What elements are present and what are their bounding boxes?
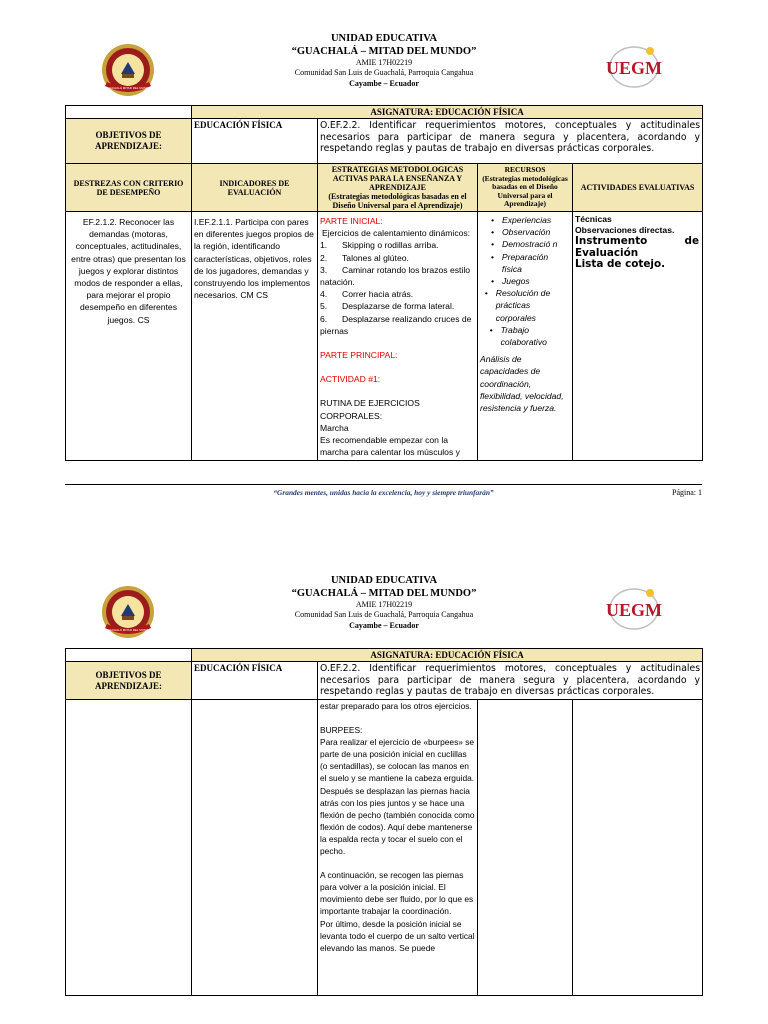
burpees-title: BURPEES: [320,725,363,736]
recurso-item [480,226,570,238]
indicador-cell: I.EF.2.1.1. Participa con pares en diferentes juegos propios de la región, identificando características, objetivos, roles de los jugadores, demandas y construyendo los implementos necesarios. CM CS [192,212,318,461]
objetivos-label: OBJETIVOS DE APRENDIZAJE: [66,662,192,700]
header-city: Cayambe – Ecuador [349,79,419,88]
burpees-step3: A continuación, se recogen las piernas para volver a la posición inicial. El movimiento debe ser fluido, por lo que es importante trabajar la coordinación. [320,870,474,917]
actividades-cell-empty [573,700,703,996]
header-amie: AMIE 17H02219 [355,600,413,609]
destreza-cell-empty [66,700,192,996]
planning-table [65,105,703,461]
ejercicio-number: 3. [320,264,328,275]
recurso-item [480,214,570,226]
instrumento-label: Instrumento de Evaluación [575,235,699,259]
ejercicio-item [320,313,475,337]
ejercicio-text: Correr hacia atrás. [342,289,414,300]
recurso-item [480,251,570,275]
recurso-item [480,275,570,287]
crest-ribbon-text: GUACHALÁ MITAD DEL MUNDO [105,628,151,632]
objetivos-label: OBJETIVOS DE APRENDIZAJE: [66,119,192,164]
footer-slogan: “Grandes mentes, unidas hacia la excelencia, hoy y siempre triunfarán” [273,488,494,497]
ejercicio-number: 1. [320,240,328,251]
planning-table-continued [65,648,703,996]
header-recursos-title: RECURSOS [504,165,546,175]
ejercicio-number: 4. [320,289,328,300]
uegm-logo-text: UEGM [606,58,662,78]
bullet-icon: • [490,251,494,262]
estrategias-cell-continued [318,700,478,996]
parte-inicial-label: PARTE INICIAL: [320,216,383,226]
ejercicio-text: Caminar rotando los brazos estilo natación. [320,264,471,288]
actividad1-label: ACTIVIDAD #1: [320,374,381,385]
recurso-text: Demostració n [502,239,558,250]
header-city: Cayambe – Ecuador [349,621,419,630]
burpees-step1: Para realizar el ejercicio de «burpees» se parte de una posición inicial en cuclillas (o sentadillas), se colocan las manos en el suelo y se mantiene la cabeza erguida. [320,737,475,784]
header-line2: “GUACHALÁ – MITAD DEL MUNDO” [291,588,477,599]
header-indicadores: INDICADORES DE EVALUACIÓN [192,164,318,212]
empty-cell [66,649,192,662]
ejercicio-item [320,239,475,251]
recurso-text: Preparación física [501,251,549,274]
header-line1: UNIDAD EDUCATIVA [330,575,438,586]
cont-text: estar preparado para los otros ejercicios. [320,701,472,711]
marcha-text: Es recomendable empezar con la marcha para calentar los músculos y [320,435,460,458]
subject-title: ASIGNATURA: EDUCACIÓN FÍSICA [192,649,703,662]
ejercicio-text: Talones al glúteo. [342,252,409,263]
indicador-cell-empty [192,700,318,996]
subject-name: EDUCACIÓN FÍSICA [192,662,318,700]
ejercicio-text: Desplazarse realizando cruces de piernas [320,313,472,336]
school-header [0,32,768,89]
header-recursos-sub: (Estrategias metodológicas basadas en el Diseño Universal para el Aprendizaje) [482,173,568,209]
footer-page-number: Página: 1 [672,488,702,497]
parte-principal-label: PARTE PRINCIPAL: [320,350,398,361]
subject-name: EDUCACIÓN FÍSICA [192,119,318,164]
recurso-text: Juegos [502,276,530,287]
destreza-cell: EF.2.1.2. Reconocer las demandas (motoras, conceptuales, actitudinales, entre otras) que presentan los juegos y explorar distintos modos de responder a ellas, para mejorar el propio desempeño en diferentes juegos. CS [66,212,192,461]
ejercicio-number: 6. [320,313,328,324]
bullet-icon: • [490,215,494,225]
header-amie: AMIE 17H02219 [355,58,413,67]
bullet-icon: • [490,227,494,238]
bullet-icon: • [490,239,494,250]
marcha-label: Marcha [320,422,349,433]
recurso-item [480,287,570,324]
header-estrategias [318,164,478,212]
ejercicio-number: 5. [320,301,328,312]
subject-title: ASIGNATURA: EDUCACIÓN FÍSICA [192,106,703,119]
footer-page1 [65,484,702,497]
header-estrategias-sub: (Estrategias metodológicas basadas en el Diseño Universal para el Aprendizaje) [328,192,467,210]
rutina-label: RUTINA DE EJERCICIOS CORPORALES: [320,398,420,421]
bullet-icon: • [484,288,488,299]
estrategias-cell [318,212,478,461]
header-recursos [478,164,573,212]
school-header [0,574,768,631]
recurso-text: Trabajo colaborativo [500,324,547,348]
header-estrategias-title: ESTRATEGIAS METODOLOGICAS ACTIVAS PARA LA ENSEÑANZA Y APRENDIZAJE [331,165,464,192]
estrategias-content [320,213,475,459]
inicial-intro: Ejercicios de calentamiento dinámicos: [322,228,471,239]
ejercicio-text: Desplazarse de forma lateral. [342,301,455,312]
estrategias-content-continued [320,700,475,994]
ejercicio-item [320,288,475,300]
recurso-item [480,238,570,250]
ejercicios-list [320,239,475,337]
tecnicas-label: Técnicas [575,214,612,224]
objective-text: O.EF.2.2. Identificar requerimientos motores, conceptuales y actitudinales necesarios para participar de manera segura y placentera, acordando y respetando reglas y pautas de trabajo en diversas prácticas corporales. [318,662,703,700]
header-actividades: ACTIVIDADES EVALUATIVAS [573,164,703,212]
ejercicio-text: Skipping o rodillas arriba. [342,240,439,251]
burpees-step4: Por último, desde la posición inicial se levanta todo el cuerpo de un salto vertical elevando las manos. Se puede [320,918,475,953]
ejercicio-number: 2. [320,252,328,263]
recurso-text: Observación [502,227,551,238]
bullet-icon: • [490,276,494,287]
header-address: Comunidad San Luis de Guachalá, Parroquia Cangahua [294,610,474,619]
header-destrezas: DESTREZAS CON CRITERIO DE DESEMPEÑO [66,164,192,212]
uegm-logo-text: UEGM [606,600,662,620]
recursos-list [480,214,570,348]
objective-text: O.EF.2.2. Identificar requerimientos motores, conceptuales y actitudinales necesarios para participar de manera segura y placentera, acordando y respetando reglas y pautas de trabajo en diversas prácticas corporales. [318,119,703,164]
observaciones-label: Observaciones directas. [575,225,675,235]
header-address: Comunidad San Luis de Guachalá, Parroquia Cangahua [294,68,474,77]
recursos-cell [478,212,573,461]
bullet-icon: • [489,324,493,335]
analisis-text: Análisis de capacidades de coordinación, flexibilidad, velocidad, resistencia y fuerza. [480,354,564,414]
ejercicio-item [320,300,475,312]
empty-cell [66,106,192,119]
lista-label: Lista de cotejo. [575,258,666,270]
ejercicio-item [320,252,475,264]
actividades-cell [573,212,703,461]
burpees-step2: Después se desplazan las piernas hacia atrás con los pies juntos y se hace una flexión de pecho (también conocida como flexión de codos). Aquí debe mantenerse la espalda recta y tocar el suelo con el pecho. [320,785,475,857]
recurso-item [480,324,570,348]
crest-ribbon-text: GUACHALÁ MITAD DEL MUNDO [105,86,151,90]
recursos-cell-empty [478,700,573,996]
ejercicio-item [320,264,475,288]
header-line2: “GUACHALÁ – MITAD DEL MUNDO” [291,46,477,57]
header-line1: UNIDAD EDUCATIVA [330,33,438,44]
recurso-text: Resolución de prácticas corporales [495,288,551,323]
recurso-text: Experiencias [502,215,552,225]
